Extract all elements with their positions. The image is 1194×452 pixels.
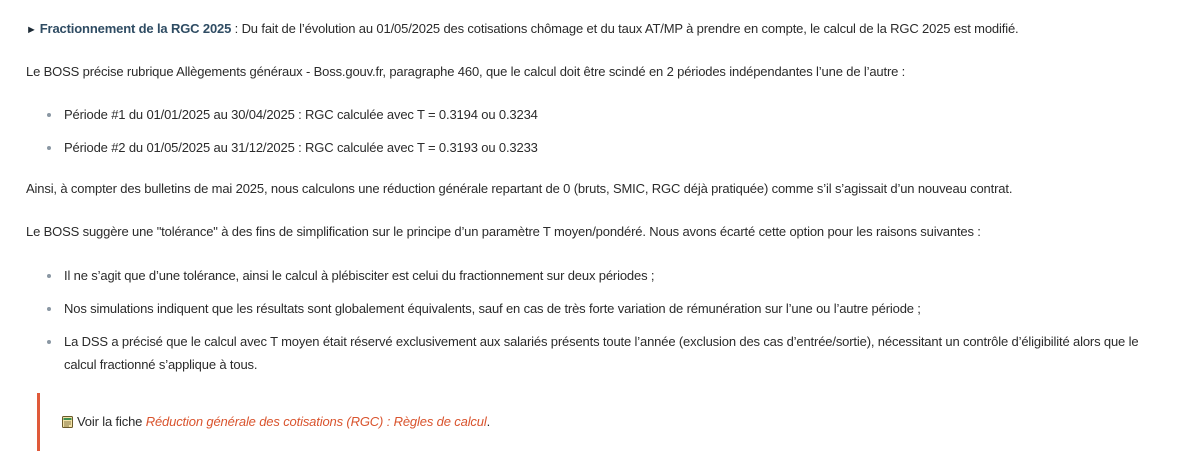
rgc-title-link[interactable]: Fractionnement de la RGC 2025 [39,21,232,36]
list-item-text: Nos simulations indiquent que les résultats sont globalement équivalents, sauf en cas de très forte variation de rémunération sur l’une ou l’autre période ; [64,301,921,316]
bullet-icon [47,340,51,344]
periods-list [26,103,1154,169]
may-bulletins-paragraph: Ainsi, à compter des bulletins de mai 2025, nous calculons une réduction générale repartant de 0 (bruts, SMIC, RGC déjà pratiquée) comme s’il s’agissait d’un nouveau contrat. [26,181,1013,196]
bullet-icon [47,146,51,150]
bullet-icon [47,113,51,117]
list-item [26,264,1154,287]
see-sheet-callout [37,393,740,451]
arrow-right-icon: ► [26,24,37,36]
list-item [26,330,1154,376]
rgc-intro-text: : Du fait de l’évolution au 01/05/2025 des cotisations chômage et du taux AT/MP à prendre en compte, le calcul de la RGC 2025 est modifié. [231,21,1019,36]
callout-suffix: . [486,414,491,429]
list-item [26,136,1154,159]
list-item-text: Période #1 du 01/01/2025 au 30/04/2025 : RGC calculée avec T = 0.3194 ou 0.3234 [64,107,538,122]
callout-prefix: Voir la fiche [77,414,146,429]
rgc-intro-paragraph [26,19,1168,40]
rgc-rules-link[interactable]: Réduction générale des cotisations (RGC) : Règles de calcul [145,414,487,429]
list-item [26,297,1154,320]
list-item [26,103,1154,126]
list-item-text: Période #2 du 01/05/2025 au 31/12/2025 : RGC calculée avec T = 0.3193 ou 0.3233 [64,140,538,155]
list-item-text: Il ne s’agit que d’une tolérance, ainsi le calcul à plébisciter est celui du fractionnement sur deux périodes ; [64,268,655,283]
bullet-icon [47,307,51,311]
reasons-list [26,264,1154,386]
bullet-icon [47,274,51,278]
tolerance-paragraph: Le BOSS suggère une "tolérance" à des fins de simplification sur le principe d’un paramètre T moyen/pondéré. Nous avons écarté cette option pour les raisons suivantes : [26,224,981,239]
boss-paragraph: Le BOSS précise rubrique Allègements généraux - Boss.gouv.fr, paragraphe 460, que le calcul doit être scindé en 2 périodes indépendantes l’une de l’autre : [26,64,906,79]
callout-text [62,413,490,431]
list-item-text: La DSS a précisé que le calcul avec T moyen était réservé exclusivement aux salariés présents toute l’année (exclusion des cas d’entrée/sortie), nécessitant un contrôle d’éligibilité alors que le calcul fractionné s’applique à tous. [64,334,1139,372]
document-sheet-icon [62,416,73,428]
